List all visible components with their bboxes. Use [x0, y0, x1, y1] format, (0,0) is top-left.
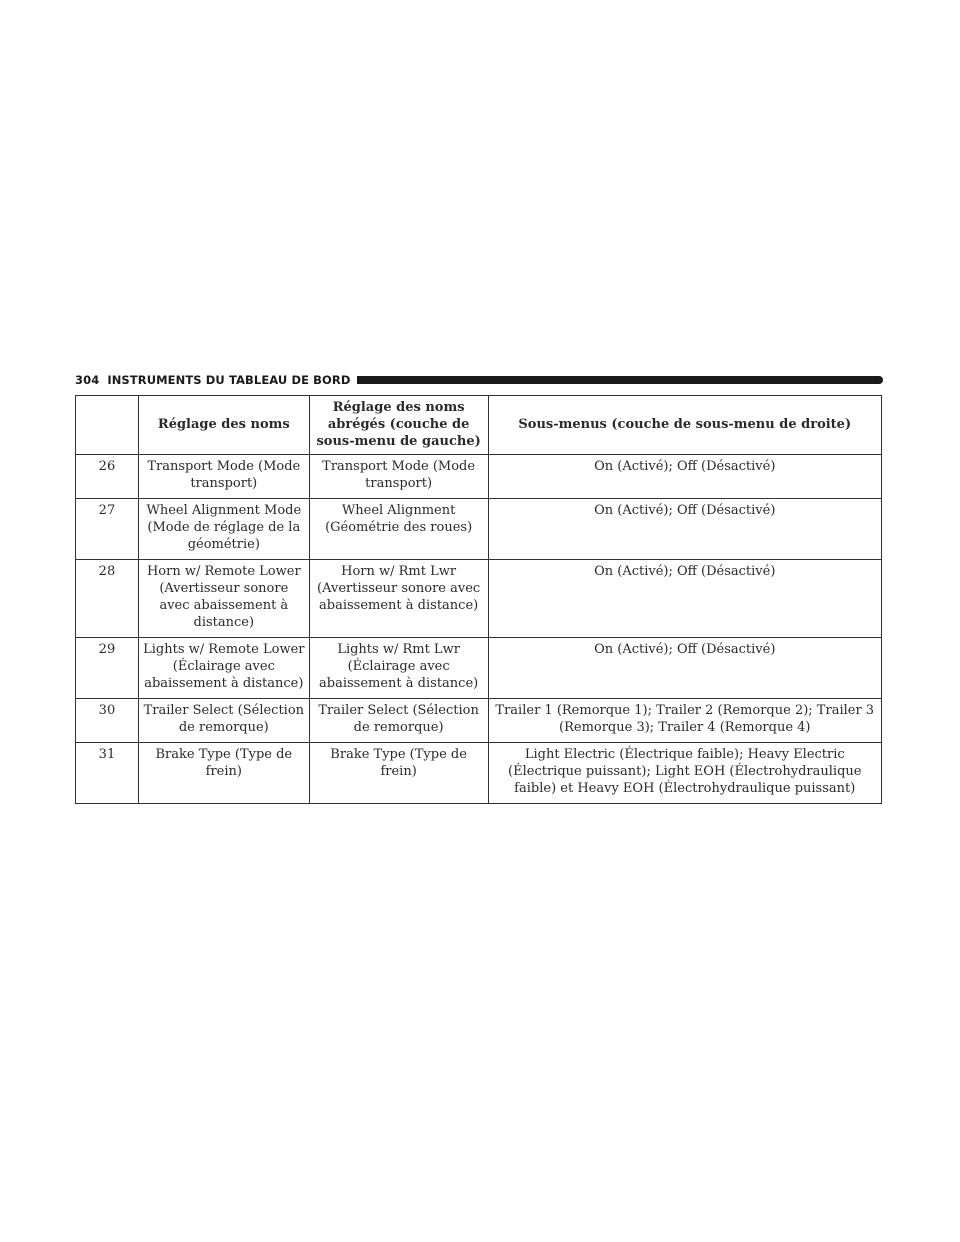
row-short-name: Transport Mode (Mode transport) — [309, 455, 488, 499]
row-number: 29 — [76, 638, 139, 699]
row-short-name: Brake Type (Type de frein) — [309, 743, 488, 804]
row-number: 31 — [76, 743, 139, 804]
row-number: 28 — [76, 560, 139, 638]
table-row — [76, 455, 882, 499]
header-rule — [357, 376, 883, 384]
table-header-row — [76, 396, 882, 455]
row-number: 27 — [76, 499, 139, 560]
row-number: 26 — [76, 455, 139, 499]
column-header-number — [76, 396, 139, 455]
table-row — [76, 560, 882, 638]
section-title: INSTRUMENTS DU TABLEAU DE BORD — [107, 373, 351, 387]
row-name: Wheel Alignment Mode (Mode de réglage de la géométrie) — [138, 499, 309, 560]
row-name: Transport Mode (Mode transport) — [138, 455, 309, 499]
row-short-name: Trailer Select (Sélection de remorque) — [309, 699, 488, 743]
table-row — [76, 699, 882, 743]
table-row — [76, 499, 882, 560]
row-submenu: Light Electric (Électrique faible); Heavy Electric (Électrique puissant); Light EOH (Électrohydraulique faible) et Heavy EOH (Électrohydraulique puissant) — [488, 743, 881, 804]
row-submenu: On (Activé); Off (Désactivé) — [488, 499, 881, 560]
column-header-submenus: Sous-menus (couche de sous-menu de droite) — [488, 396, 881, 455]
row-submenu: Trailer 1 (Remorque 1); Trailer 2 (Remorque 2); Trailer 3 (Remorque 3); Trailer 4 (Remorque 4) — [488, 699, 881, 743]
table-row — [76, 743, 882, 804]
row-submenu: On (Activé); Off (Désactivé) — [488, 455, 881, 499]
row-name: Horn w/ Remote Lower (Avertisseur sonore avec abaissement à distance) — [138, 560, 309, 638]
row-submenu: On (Activé); Off (Désactivé) — [488, 638, 881, 699]
row-name: Lights w/ Remote Lower (Éclairage avec abaissement à distance) — [138, 638, 309, 699]
page-number: 304 — [75, 373, 100, 387]
row-short-name: Wheel Alignment (Géométrie des roues) — [309, 499, 488, 560]
page-header — [75, 372, 883, 388]
settings-table — [75, 395, 882, 804]
table-row — [76, 638, 882, 699]
column-header-short-name: Réglage des noms abrégés (couche de sous-menu de gauche) — [309, 396, 488, 455]
row-number: 30 — [76, 699, 139, 743]
row-name: Brake Type (Type de frein) — [138, 743, 309, 804]
column-header-name: Réglage des noms — [138, 396, 309, 455]
row-name: Trailer Select (Sélection de remorque) — [138, 699, 309, 743]
row-short-name: Lights w/ Rmt Lwr (Éclairage avec abaissement à distance) — [309, 638, 488, 699]
row-short-name: Horn w/ Rmt Lwr (Avertisseur sonore avec abaissement à distance) — [309, 560, 488, 638]
row-submenu: On (Activé); Off (Désactivé) — [488, 560, 881, 638]
